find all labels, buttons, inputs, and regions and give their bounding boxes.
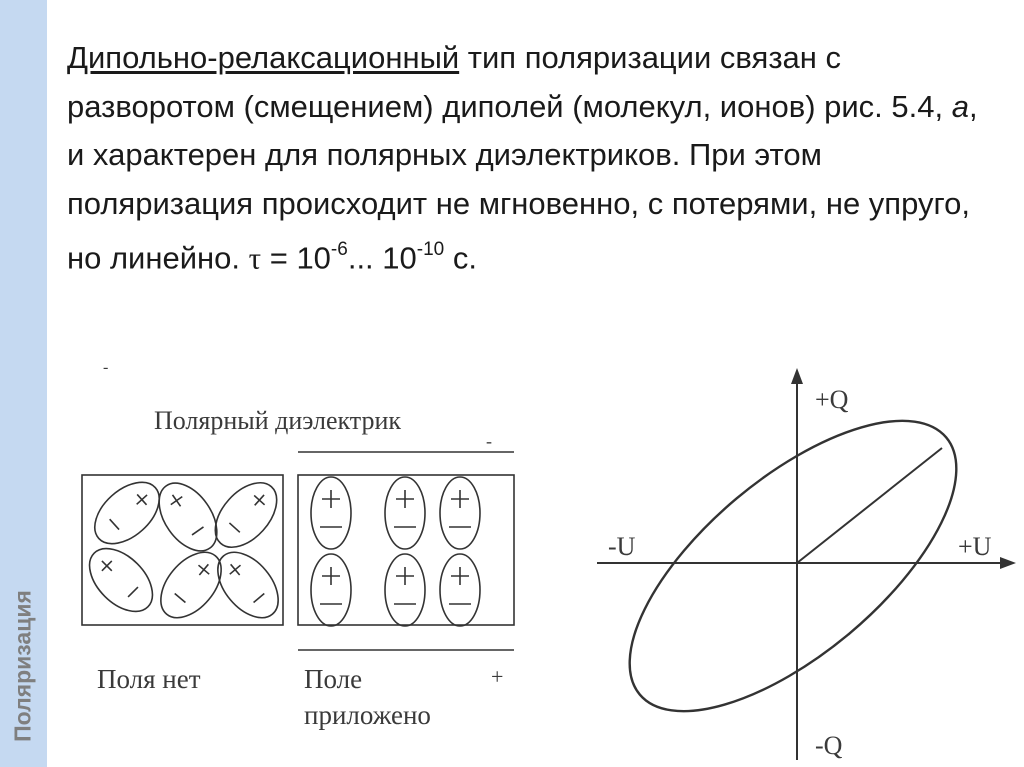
dielectric-figure	[78, 359, 514, 730]
dielectric-title: Полярный диэлектрик	[154, 406, 402, 435]
dipole-shell	[311, 554, 351, 626]
exponent-1: -6	[330, 239, 348, 260]
dipole-shell	[203, 471, 288, 558]
dipole-aligned-6	[440, 554, 480, 626]
label-field-line1: Поле	[304, 664, 363, 694]
dipole-shell	[440, 554, 480, 626]
dipole-shell	[385, 477, 425, 549]
dipole-shell	[440, 477, 480, 549]
dipole-random-2	[147, 473, 228, 562]
dipole-plus-v	[173, 495, 181, 506]
random-dipoles-group	[78, 470, 290, 628]
tau-symbol: τ	[248, 240, 262, 276]
y-positive-label: +Q	[815, 385, 849, 414]
underlined-term: Дипольно-релаксационный	[67, 40, 460, 75]
sidebar-title: Поляризация	[9, 590, 36, 742]
dipole-aligned-4	[311, 554, 351, 626]
x-negative-label: -U	[608, 532, 636, 561]
dots-part: ... 10	[347, 240, 417, 276]
label-field-line2: приложено	[304, 700, 431, 730]
dipole-aligned-1	[311, 477, 351, 549]
dipole-aligned-2	[385, 477, 425, 549]
dipole-minus	[192, 527, 203, 535]
dipole-random-1	[83, 470, 170, 555]
eq-part: = 10	[261, 240, 331, 276]
polarization-line	[797, 448, 942, 563]
paragraph-text-1: тип поляризации связан с разворотом (смещением) диполей (молекул, ионов) рис. 5.4,	[67, 40, 952, 124]
minus-mark-top-left: -	[103, 359, 109, 376]
dipole-shell	[83, 470, 170, 555]
dipole-minus	[254, 594, 265, 603]
unit-part: с.	[444, 240, 477, 276]
dipole-minus	[229, 523, 239, 532]
dipole-random-4	[78, 537, 164, 623]
dipole-minus	[175, 594, 186, 603]
plus-mark-bottom-right: +	[491, 664, 504, 689]
dipole-aligned-3	[440, 477, 480, 549]
dipole-shell	[311, 477, 351, 549]
dipole-plus-v	[231, 564, 240, 575]
minus-mark-top-right: -	[486, 431, 492, 451]
y-axis-arrow	[791, 368, 803, 384]
paragraph-text-2: , и характерен для полярных диэлектриков. При этом поляризация происходит не мгновенно, с потерями, не упруго, но линейно.	[67, 88, 978, 276]
dipole-shell	[385, 554, 425, 626]
x-axis-arrow	[1000, 557, 1016, 569]
dipole-minus	[110, 519, 119, 529]
x-positive-label: +U	[958, 532, 992, 561]
aligned-dipoles-group	[311, 477, 480, 626]
dipole-aligned-5	[385, 554, 425, 626]
polarization-loop	[583, 370, 1003, 762]
dipole-random-3	[203, 471, 288, 558]
dipole-plus-v	[199, 564, 208, 575]
dipole-shell	[147, 473, 228, 562]
label-no-field: Поля нет	[97, 664, 201, 694]
exponent-2: -10	[416, 239, 445, 260]
hysteresis-figure	[583, 368, 1016, 762]
dipole-shell	[78, 537, 164, 623]
y-negative-label: -Q	[815, 731, 843, 760]
figure-ref-a: а	[951, 88, 969, 124]
dipole-minus	[128, 587, 138, 597]
